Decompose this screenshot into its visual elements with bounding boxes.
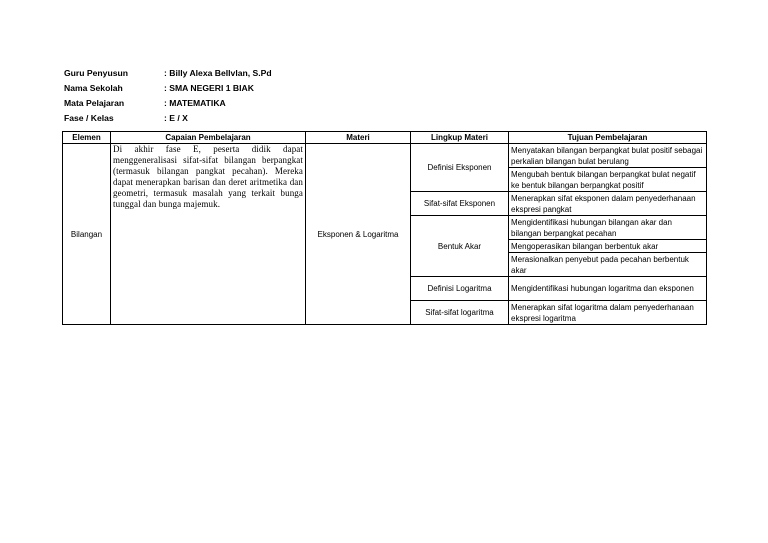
cell-tujuan-3: Menerapkan sifat eksponen dalam penyederhanaan ekspresi pangkat bbox=[509, 192, 707, 216]
col-header-lingkup: Lingkup Materi bbox=[411, 132, 509, 144]
header-value: : MATEMATIKA bbox=[164, 98, 226, 108]
col-header-tujuan: Tujuan Pembelajaran bbox=[509, 132, 707, 144]
header-row-mapel bbox=[64, 96, 272, 111]
header-label: Guru Penyusun bbox=[64, 68, 128, 78]
document-header bbox=[64, 66, 272, 126]
cell-lingkup-1: Definisi Eksponen bbox=[411, 144, 509, 192]
col-header-elemen: Elemen bbox=[63, 132, 111, 144]
cell-materi: Eksponen & Logaritma bbox=[306, 144, 411, 325]
cell-tujuan-2: Mengubah bentuk bilangan berpangkat bulat negatif ke bentuk bilangan berpangkat positif bbox=[509, 168, 707, 192]
header-row-sekolah bbox=[64, 81, 272, 96]
header-label: Nama Sekolah bbox=[64, 83, 123, 93]
header-row-guru bbox=[64, 66, 272, 81]
col-header-materi: Materi bbox=[306, 132, 411, 144]
header-row-fase bbox=[64, 111, 272, 126]
cell-tujuan-8: Menerapkan sifat logaritma dalam penyederhanaan ekspresi logaritma bbox=[509, 301, 707, 325]
cell-tujuan-7: Mengidentifikasi hubungan logaritma dan eksponen bbox=[509, 277, 707, 301]
cell-lingkup-3: Bentuk Akar bbox=[411, 216, 509, 277]
table-header-row bbox=[63, 132, 707, 144]
header-value: : SMA NEGERI 1 BIAK bbox=[164, 83, 254, 93]
cell-tujuan-4: Mengidentifikasi hubungan bilangan akar dan bilangan berpangkat pecahan bbox=[509, 216, 707, 240]
curriculum-table bbox=[62, 131, 707, 325]
header-label: Fase / Kelas bbox=[64, 113, 114, 123]
cell-tujuan-6: Merasionalkan penyebut pada pecahan berbentuk akar bbox=[509, 253, 707, 277]
cell-lingkup-5: Sifat-sifat logaritma bbox=[411, 301, 509, 325]
header-value: : E / X bbox=[164, 113, 188, 123]
header-value: : Billy Alexa Bellvlan, S.Pd bbox=[164, 68, 272, 78]
cell-elemen: Bilangan bbox=[63, 144, 111, 325]
col-header-capaian: Capaian Pembelajaran bbox=[111, 132, 306, 144]
cell-tujuan-1: Menyatakan bilangan berpangkat bulat positif sebagai perkalian bilangan bulat berulang bbox=[509, 144, 707, 168]
cell-lingkup-4: Definisi Logaritma bbox=[411, 277, 509, 301]
header-label: Mata Pelajaran bbox=[64, 98, 125, 108]
cell-capaian: Di akhir fase E, peserta didik dapat menggeneralisasi sifat-sifat bilangan berpangkat (termasuk bilangan pangkat pecahan). Mereka dapat menerapkan barisan dan deret aritmetika dan geometri, termasuk masalah yang terkait bunga tunggal dan bunga majemuk. bbox=[111, 144, 306, 325]
cell-lingkup-2: Sifat-sifat Eksponen bbox=[411, 192, 509, 216]
cell-tujuan-5: Mengoperasikan bilangan berbentuk akar bbox=[509, 240, 707, 253]
table-row bbox=[63, 144, 707, 168]
